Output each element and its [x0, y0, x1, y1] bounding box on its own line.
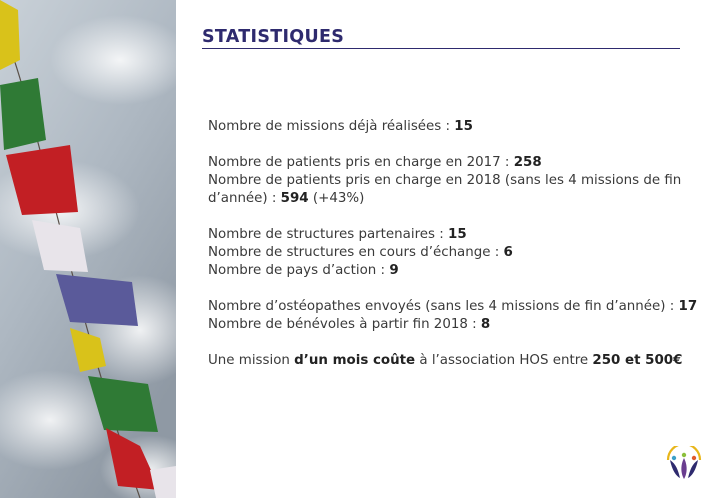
- prayer-flags-image: [0, 0, 176, 498]
- structures-echange-label: Nombre de structures en cours d’échange :: [208, 245, 504, 260]
- cost-range: 250 et 500€: [592, 353, 683, 368]
- patients-2017-label: Nombre de patients pris en charge en 2017 :: [208, 155, 514, 170]
- mission-cost-stat: [208, 352, 708, 370]
- cost-duration: d’un mois coûte: [294, 353, 416, 368]
- cost-middle: à l’association HOS entre: [415, 353, 593, 368]
- structures-partenaires-value: 15: [448, 227, 467, 242]
- cost-prefix: Une mission: [208, 353, 295, 368]
- osteopathes-label: Nombre d’ostéopathes envoyés (sans les 4 missions de fin d’année) :: [208, 299, 679, 314]
- benevoles-label: Nombre de bénévoles à partir fin 2018 :: [208, 317, 481, 332]
- patients-2018-prefix: d’année) :: [208, 191, 281, 206]
- patients-2017-value: 258: [513, 155, 542, 170]
- pays-value: 9: [389, 263, 399, 278]
- patients-2018-growth: (+43%): [308, 191, 365, 206]
- osteopathes-value: 17: [678, 299, 698, 314]
- prayer-flags-photo: [0, 0, 176, 498]
- page-title: STATISTIQUES: [202, 27, 345, 47]
- patients-stats: [208, 154, 708, 208]
- structures-echange-value: 6: [503, 245, 513, 260]
- benevoles-value: 8: [480, 317, 491, 332]
- pays-label: Nombre de pays d’action :: [208, 263, 390, 278]
- hos-logo-icon: [664, 446, 704, 482]
- title-divider: [202, 48, 680, 49]
- patients-2018-value: 594: [280, 191, 309, 206]
- patients-2018-line1: Nombre de patients pris en charge en 2018 (sans les 4 missions de fin: [208, 173, 682, 188]
- people-stats: [208, 298, 708, 334]
- missions-value: 15: [454, 119, 473, 134]
- statistics-list: [208, 118, 708, 388]
- structures-stats: [208, 226, 708, 280]
- missions-label: Nombre de missions déjà réalisées :: [208, 119, 455, 134]
- structures-partenaires-label: Nombre de structures partenaires :: [208, 227, 449, 242]
- missions-stat: [208, 118, 708, 136]
